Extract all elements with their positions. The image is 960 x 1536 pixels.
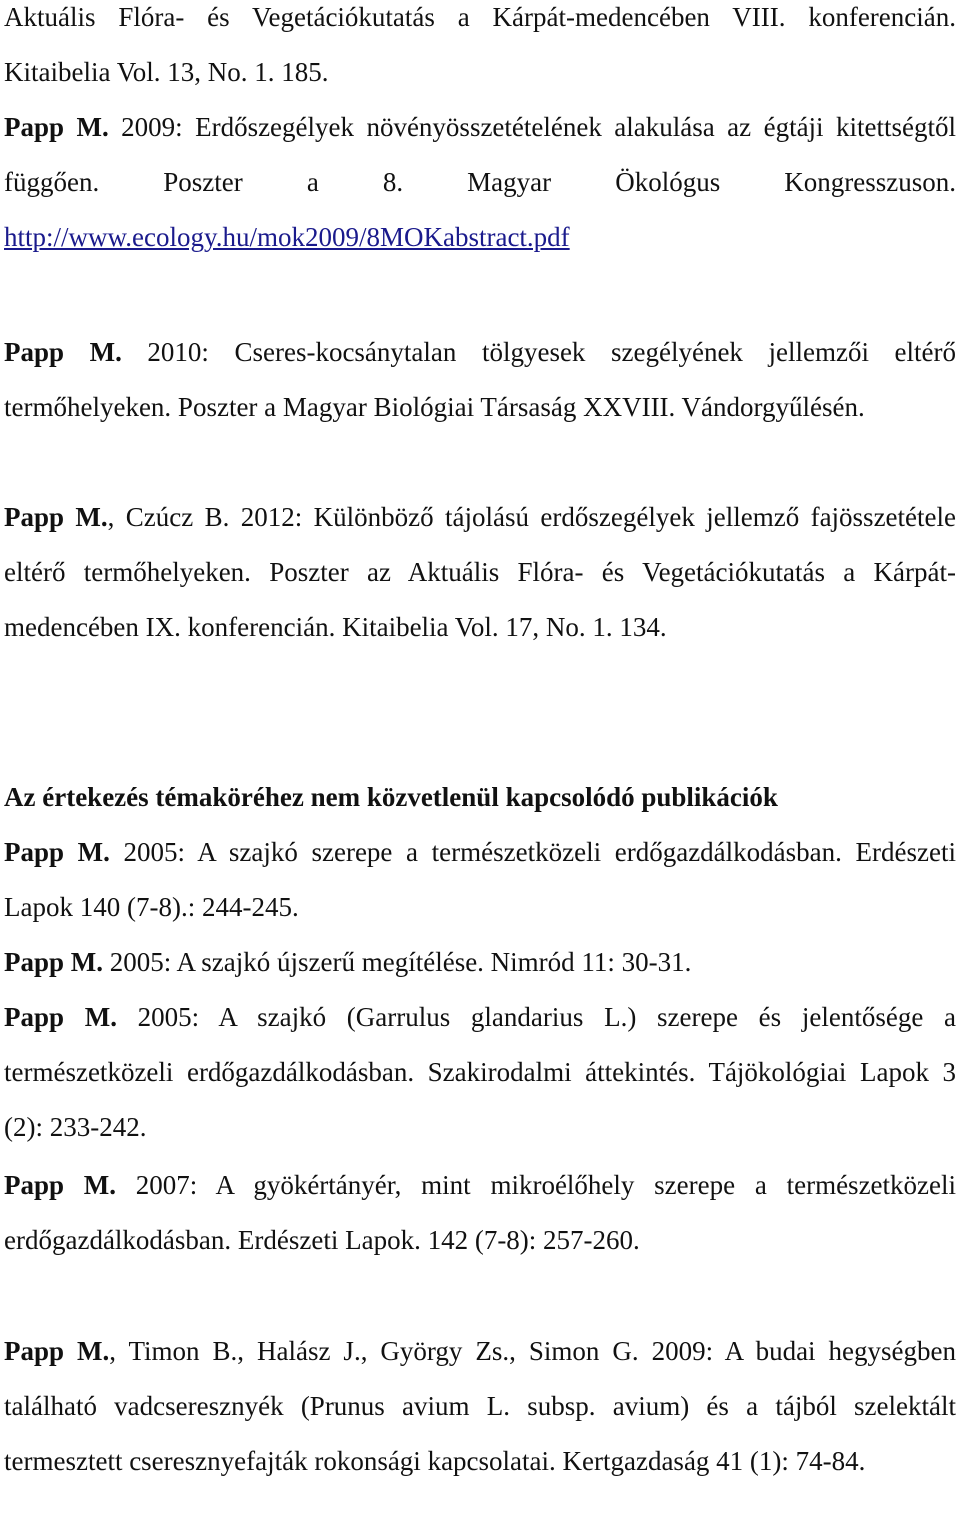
- reference-entry: [4, 825, 956, 935]
- reference-entry: [4, 1158, 956, 1268]
- reference-text: 2005: A szajkó (Garrulus glandarius L.) szerepe és jelentősége a természetközeli erdőgazdálkodásban. Szakirodalmi áttekintés. Tájökológiai Lapok 3 (2): 233-242.: [4, 1002, 956, 1142]
- reference-entry: [4, 1324, 956, 1489]
- reference-url-link[interactable]: http://www.ecology.hu/mok2009/8MOKabstract.pdf: [4, 222, 570, 252]
- reference-entry: [4, 325, 956, 435]
- reference-entry: [4, 100, 956, 265]
- reference-author: Papp M.: [4, 1336, 110, 1366]
- reference-author: Papp M.: [4, 1170, 117, 1200]
- reference-text: , Timon B., Halász J., György Zs., Simon G. 2009: A budai hegységben található vadcseresznyék (Prunus avium L. subsp. avium) és a tájból szelektált termesztett cseresznyefajták rokonsági kapcsolatai. Kertgazdaság 41 (1): 74-84.: [4, 1336, 956, 1476]
- reference-text: 2007: A gyökértányér, mint mikroélőhely szerepe a természetközeli erdőgazdálkodásban. Erdészeti Lapok. 142 (7-8): 257-260.: [4, 1170, 957, 1255]
- reference-author: Papp M.: [4, 502, 108, 532]
- reference-text: 2005: A szajkó szerepe a természetközeli erdőgazdálkodásban. Erdészeti Lapok 140 (7-8).: 244-245.: [4, 837, 956, 922]
- reference-author: Papp M.: [4, 837, 110, 867]
- reference-author: Papp M.: [4, 947, 104, 977]
- reference-entry: [4, 990, 956, 1155]
- reference-author: Papp M.: [4, 337, 122, 367]
- reference-entry: [4, 0, 956, 100]
- section-heading: Az értekezés témaköréhez nem közvetlenül kapcsolódó publikációk: [4, 782, 778, 812]
- reference-text: 2009: Erdőszegélyek növényösszetételének alakulása az égtáji kitettségtől függően. Poszter a 8. Magyar Ökológus Kongresszuson.: [4, 112, 956, 197]
- reference-author: Papp M.: [4, 1002, 117, 1032]
- reference-text: , Czúcz B. 2012: Különböző tájolású erdőszegélyek jellemző fajösszetétele eltérő termőhelyeken. Poszter az Aktuális Flóra- és Vegetációkutatás a Kárpát-medencében IX. konferencián. Kitaibelia Vol. 17, No. 1. 134.: [4, 502, 956, 642]
- reference-text: Aktuális Flóra- és Vegetációkutatás a Kárpát-medencében VIII. konferencián. Kitaibelia Vol. 13, No. 1. 185.: [4, 2, 956, 87]
- reference-entry: [4, 490, 956, 655]
- reference-text: 2005: A szajkó újszerű megítélése. Nimród 11: 30-31.: [103, 947, 692, 977]
- reference-author: Papp M.: [4, 112, 109, 142]
- reference-entry: [4, 935, 956, 990]
- reference-text: 2010: Cseres-kocsánytalan tölgyesek szegélyének jellemzői eltérő termőhelyeken. Poszter a Magyar Biológiai Társaság XXVIII. Vándorgyűlésén.: [4, 337, 956, 422]
